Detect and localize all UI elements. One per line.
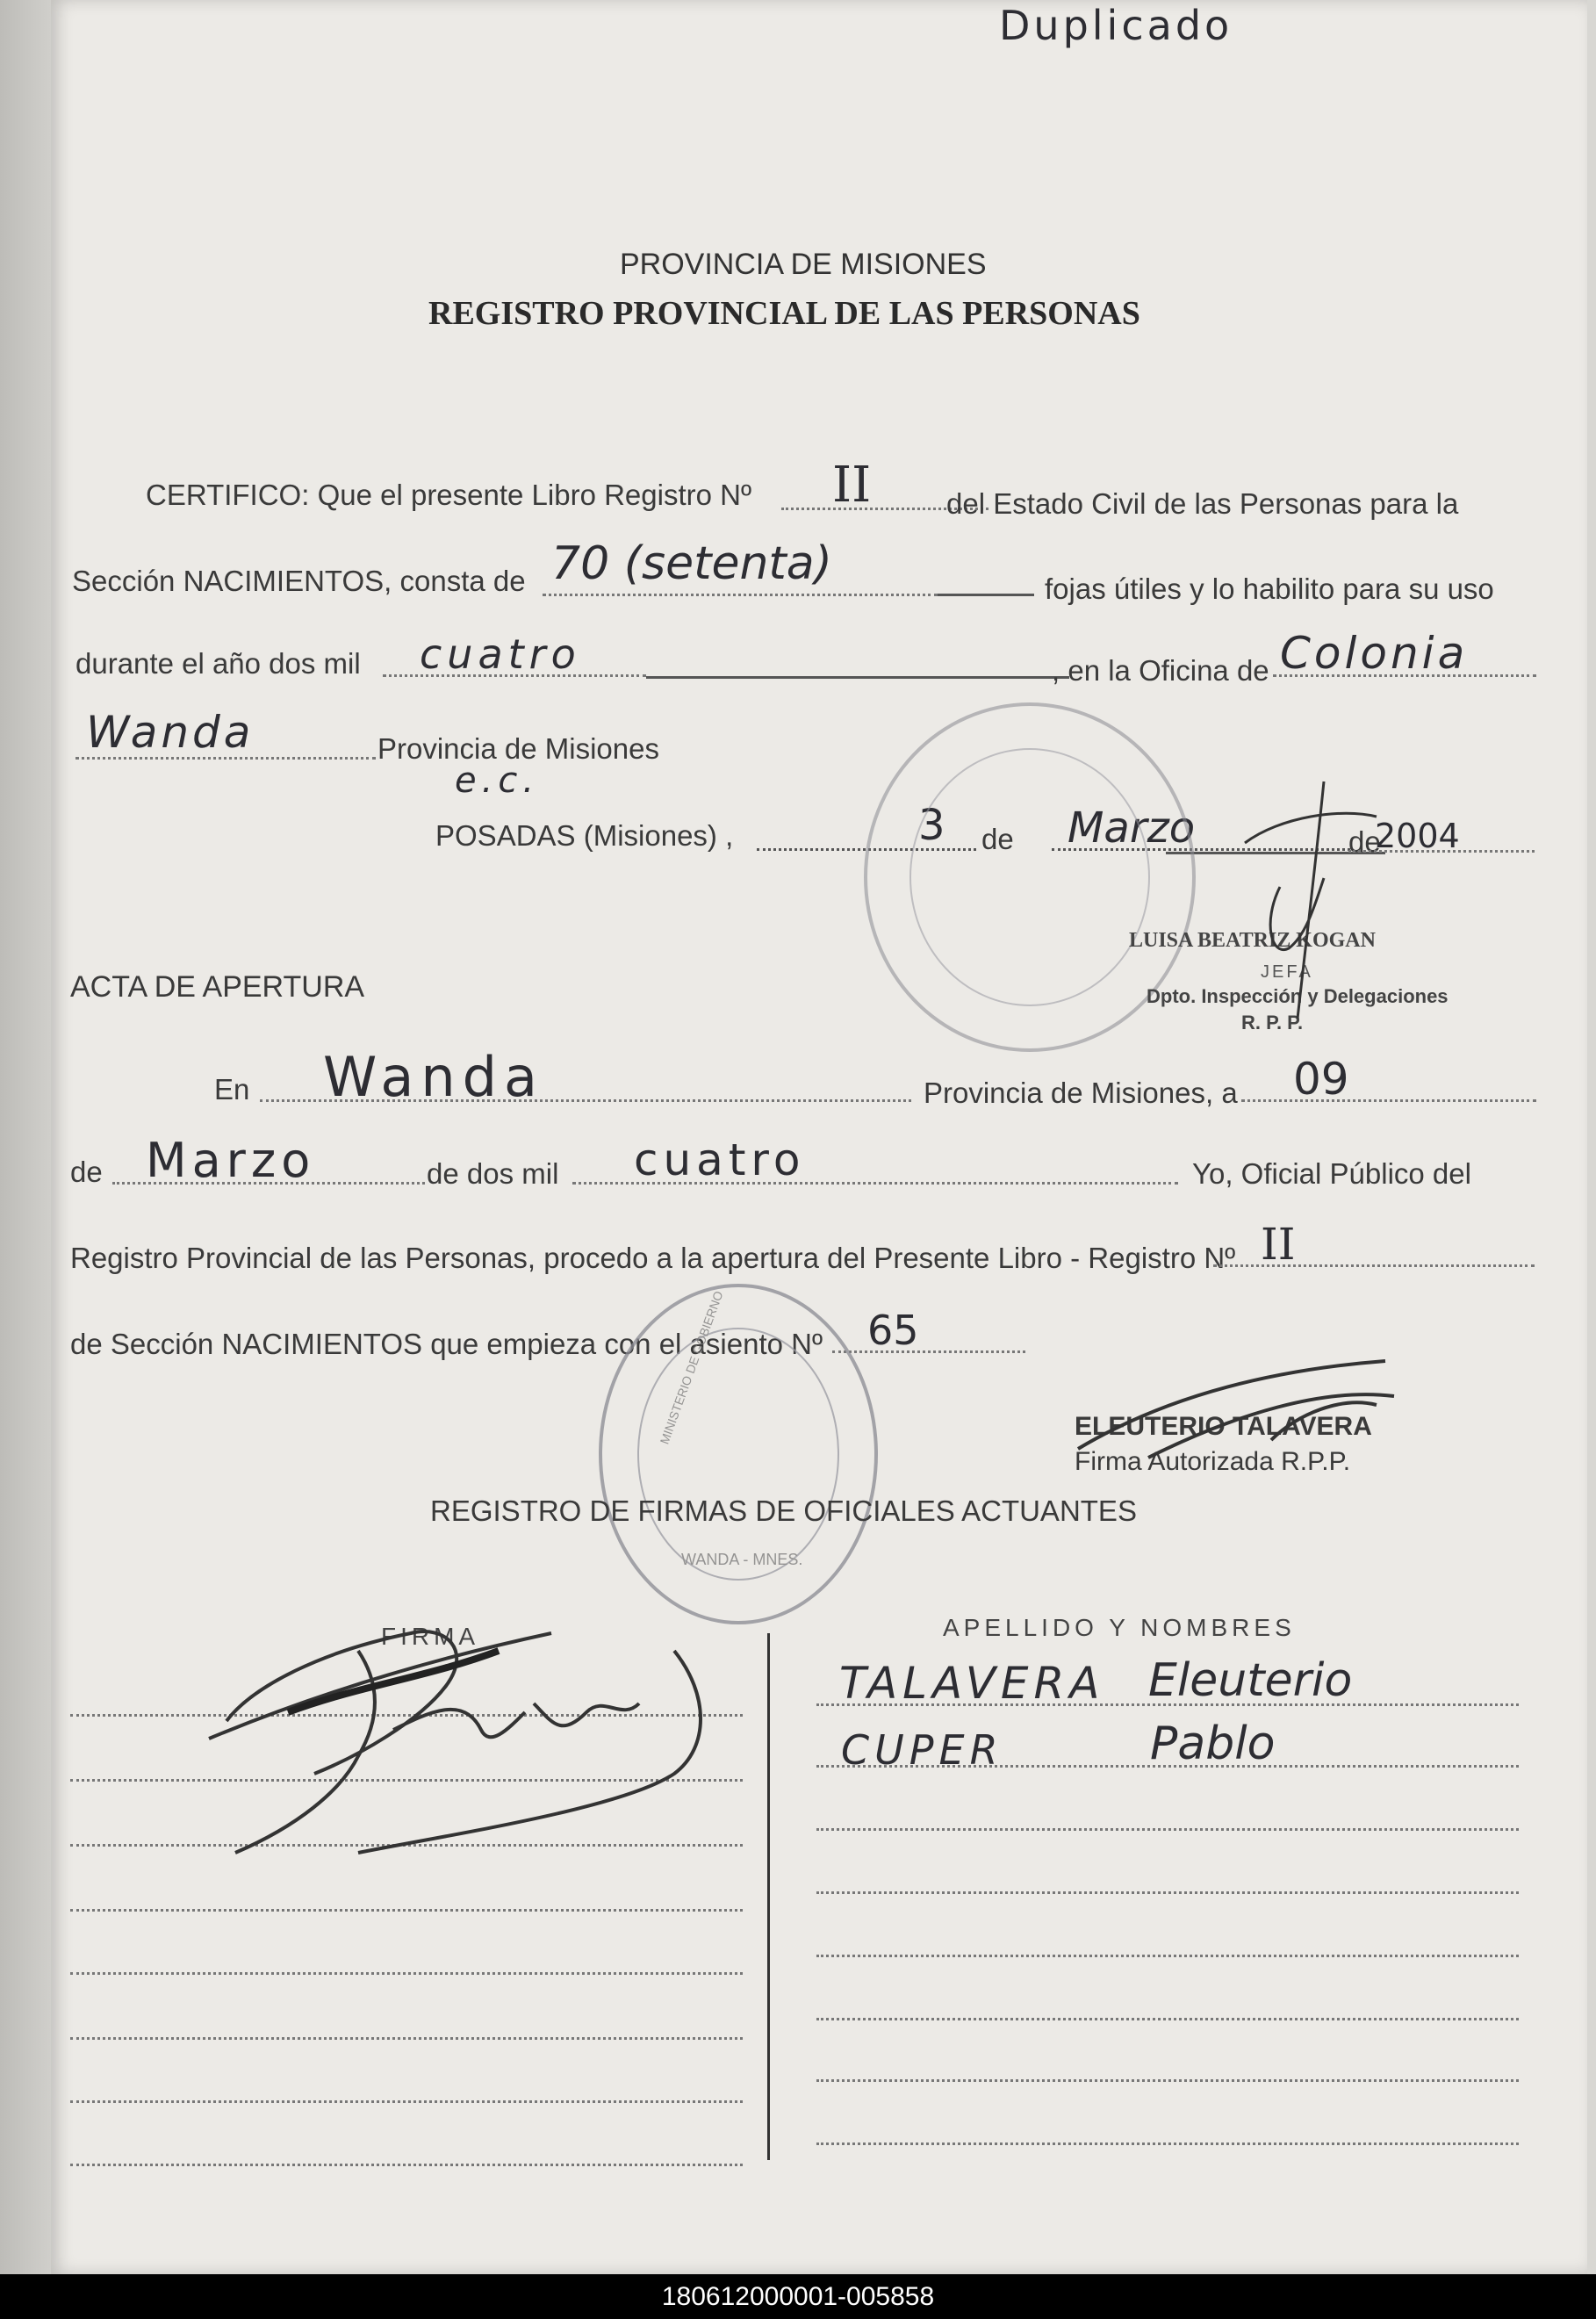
certifico-line2-b: fojas útiles y lo habilito para su uso [1045, 573, 1494, 605]
de-label: de [981, 823, 1014, 855]
oval-seal [599, 1284, 878, 1624]
ec-hand: e.c. [455, 760, 540, 801]
oficina-hand-1: Colonia [1280, 628, 1469, 679]
col-firma-heading: FIRMA [381, 1623, 480, 1650]
name-1-nombre: Eleuterio [1148, 1654, 1353, 1707]
jefa-org: R. P. P. [1241, 1012, 1304, 1033]
acta-dia-dots [1241, 1099, 1536, 1102]
acta-en-label: En [214, 1073, 250, 1105]
acta-lugar-hand: Wanda [323, 1045, 544, 1109]
name-2-nombre: Pablo [1150, 1718, 1276, 1770]
acta-de-label: de [70, 1156, 103, 1188]
nombre-row-5 [816, 1955, 1519, 1957]
acta-line4: de Sección NACIMIENTOS que empieza con el asiento Nº [70, 1328, 823, 1360]
name-2-apellido: CUPER [841, 1726, 1003, 1774]
certifico-line2-a: Sección NACIMIENTOS, consta de [72, 565, 526, 597]
firma-row-6 [70, 2037, 743, 2040]
firmas-title: REGISTRO DE FIRMAS DE OFICIALES ACTUANTES [430, 1494, 1137, 1527]
nombre-row-3 [816, 1828, 1519, 1831]
acta-asiento-hand: 65 [867, 1307, 919, 1354]
footer-code: 180612000001-005858 [0, 2274, 1596, 2319]
dia-hand: 3 [918, 801, 945, 850]
anio-hand-2: 2004 [1375, 817, 1460, 855]
acta-title: ACTA DE APERTURA [70, 970, 365, 1004]
registry-heading: REGISTRO PROVINCIAL DE LAS PERSONAS [428, 295, 1140, 332]
jefa-name: LUISA BEATRIZ KOGAN [1129, 929, 1376, 952]
acta-yo: Yo, Oficial Público del [1192, 1157, 1471, 1190]
anio-hand: cuatro [420, 630, 581, 678]
seal-bottom-text: WANDA - MNES. [681, 1551, 803, 1568]
acta-mes-hand: Marzo [146, 1133, 316, 1188]
col-nombres-heading: APELLIDO Y NOMBRES [943, 1614, 1296, 1641]
oficial-signature [1060, 1343, 1412, 1484]
oficina-hand-2: Wanda [86, 707, 255, 758]
page-edge-shadow [0, 0, 51, 2274]
fojas-dots [543, 594, 938, 596]
document-page [51, 0, 1587, 2274]
oval-seal-inner [637, 1328, 839, 1581]
oficial-role: Firma Autorizada R.P.P. [1075, 1447, 1351, 1476]
duplicado-handwritten: Duplicado [999, 2, 1233, 49]
acta-dos-mil: de dos mil [427, 1157, 559, 1190]
acta-libro-hand: II [1261, 1219, 1296, 1270]
libro-nro-hand: II [832, 457, 872, 514]
round-stamp-top-inner [909, 748, 1150, 1006]
acta-dia-hand: 09 [1293, 1054, 1349, 1105]
firma-row-5 [70, 1972, 743, 1975]
jefa-signature [1210, 764, 1385, 1027]
posadas-label: POSADAS (Misiones) , [435, 819, 734, 852]
acta-asiento-dots [832, 1350, 1025, 1353]
jefa-dept: Dpto. Inspección y Delegaciones [1147, 985, 1449, 1007]
acta-line3: Registro Provincial de las Personas, procedo a la apertura del Presente Libro - Registro Nº [70, 1242, 1236, 1274]
firma-row-8 [70, 2164, 743, 2166]
certifico-line3-b: , en la Oficina de [1052, 654, 1269, 687]
fojas-line [938, 594, 1034, 596]
mes-hand: Marzo [1068, 803, 1196, 853]
nombre-row-8 [816, 2143, 1519, 2145]
acta-anio-hand: cuatro [634, 1134, 806, 1185]
oficial-name: ELEUTERIO TALAVERA [1075, 1412, 1372, 1441]
fojas-hand: 70 (setenta) [551, 537, 832, 590]
certifico-line1-a: CERTIFICO: Que el presente Libro Registro Nº [146, 479, 752, 511]
nombre-row-6 [816, 2018, 1519, 2020]
name-1-apellido: TALAVERA [839, 1658, 1105, 1709]
nombre-row-4 [816, 1891, 1519, 1894]
certifico-line3-a: durante el año dos mil [75, 647, 361, 680]
seal-inner-text: MINISTERIO DE GOBIERNO [657, 1289, 726, 1446]
firma-row-7 [70, 2100, 743, 2103]
jefa-role: JEFA [1261, 962, 1313, 982]
certifico-line4-b: Provincia de Misiones [377, 732, 659, 765]
de-label-2: de [1348, 825, 1381, 858]
column-divider [767, 1633, 770, 2160]
firma-signature [183, 1598, 744, 1879]
certifico-line1-b: del Estado Civil de las Personas para la [946, 487, 1459, 520]
nombre-row-7 [816, 2079, 1519, 2082]
acta-provincia: Provincia de Misiones, a [924, 1077, 1238, 1109]
anio-line [646, 676, 1069, 679]
firma-row-4 [70, 1909, 743, 1912]
province-heading: PROVINCIA DE MISIONES [620, 248, 987, 281]
